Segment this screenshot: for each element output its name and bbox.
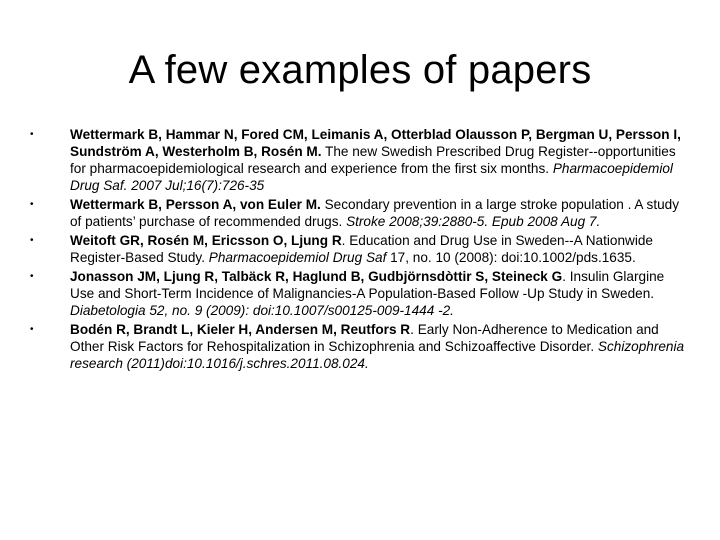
reference-authors: Jonasson JM, Ljung R, Talbäck R, Haglund B, Gudbjörnsdòttir S, Steineck G — [70, 269, 563, 284]
reference-authors: Wettermark B, Hammar N, Fored CM, Leimanis A, Otterblad Olausson P, Bergman U, Persson I, Sundström A, Westerholm B, Rosén M. — [70, 127, 681, 159]
reference-title: Secondary prevention in a large stroke population . A study of patients’ purchase of recommended drugs. — [70, 197, 680, 229]
reference-tail: 17, no. 10 (2008): doi:10.1002/pds.1635. — [386, 250, 636, 265]
reference-item-2 — [30, 196, 690, 230]
reference-item-1 — [30, 126, 690, 194]
bullet-icon: • — [30, 235, 34, 246]
reference-item-5 — [30, 321, 690, 372]
bullet-icon: • — [30, 199, 34, 210]
reference-source: Diabetologia 52, no. 9 (2009): doi:10.1007/s00125-009-1444 -2. — [70, 303, 454, 318]
reference-text — [70, 127, 681, 193]
slide-title: A few examples of papers — [128, 48, 592, 92]
reference-source: Stroke 2008;39:2880-5. Epub 2008 Aug 7. — [346, 214, 601, 229]
reference-title: . Insulin Glargine Use and Short-Term Incidence of Malignancies-A Population-Based Follow -Up Study in Sweden. — [70, 269, 665, 301]
reference-title: . Early Non-Adherence to Medication and Other Risk Factors for Rehospitalization in Schizophrenia and Schizoaffective Disorder. — [70, 322, 659, 354]
reference-text — [70, 322, 684, 371]
reference-text — [70, 269, 664, 318]
bullet-icon: • — [30, 129, 34, 140]
reference-title: . Education and Drug Use in Sweden--A Nationwide Register-Based Study. — [70, 233, 653, 265]
reference-source: Pharmacoepidemiol Drug Saf — [208, 250, 387, 265]
reference-title: The new Swedish Prescribed Drug Register--opportunities for pharmacoepidemiological research and experience from the first six months. — [70, 144, 676, 176]
bullet-icon: • — [30, 271, 34, 282]
reference-item-3 — [30, 232, 690, 266]
bullet-icon: • — [30, 324, 34, 335]
reference-list — [30, 126, 690, 374]
reference-source: Pharmacoepidemiol Drug Saf. 2007 Jul;16(7):726-35 — [70, 161, 673, 193]
reference-item-4 — [30, 268, 690, 319]
reference-authors: Wettermark B, Persson A, von Euler M. — [70, 197, 321, 212]
reference-source: Schizophrenia research (2011)doi:10.1016/j.schres.2011.08.024. — [70, 339, 685, 371]
reference-text — [70, 197, 679, 229]
reference-text — [70, 233, 653, 265]
reference-authors: Weitoft GR, Rosén M, Ericsson O, Ljung R — [70, 233, 342, 248]
reference-authors: Bodén R, Brandt L, Kieler H, Andersen M, Reutfors R — [70, 322, 411, 337]
